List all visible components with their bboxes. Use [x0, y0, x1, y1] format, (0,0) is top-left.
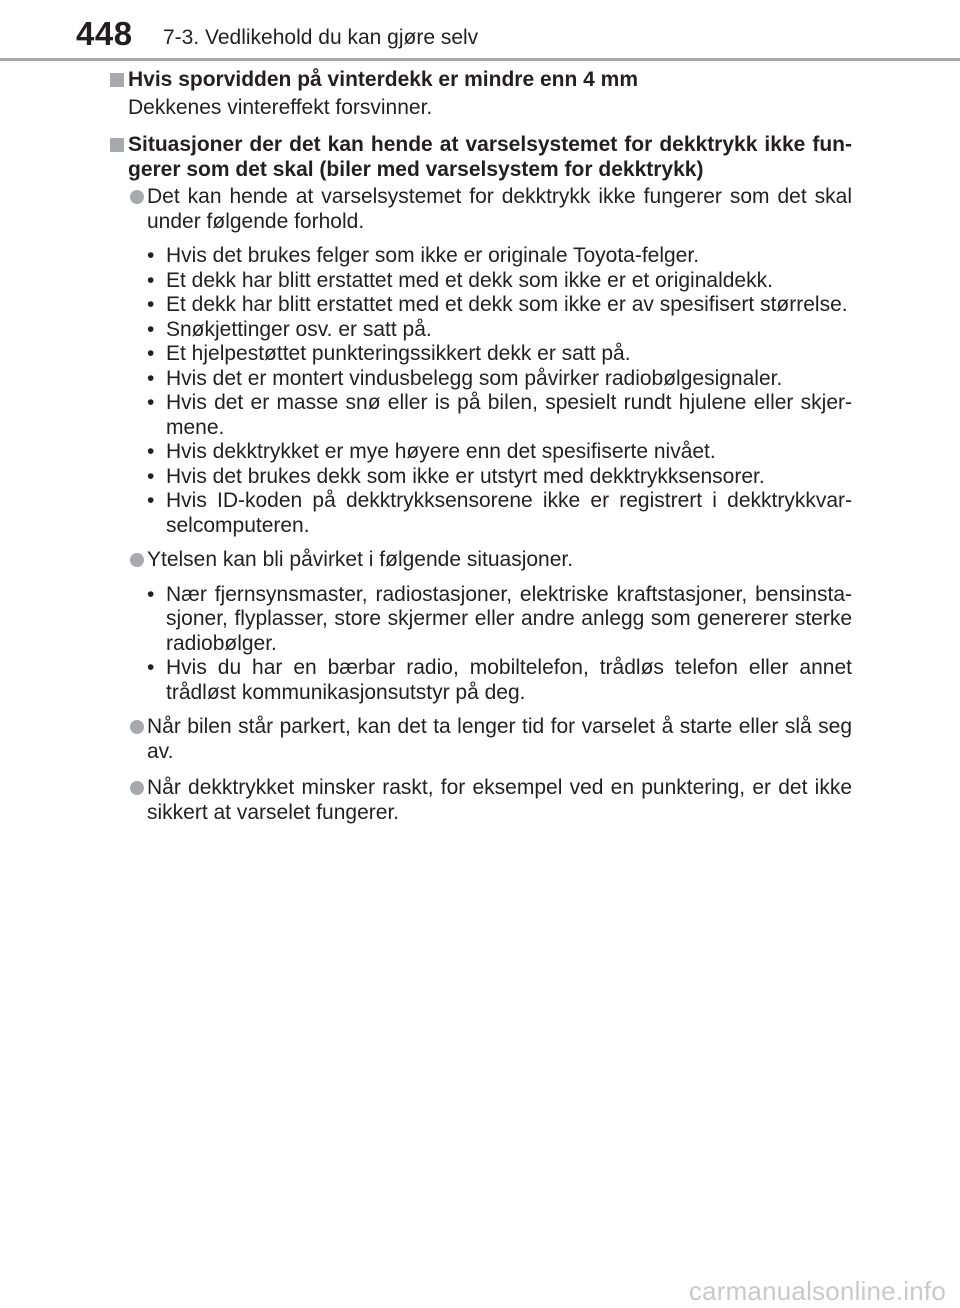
round-bullet-icon [130, 781, 144, 795]
bullet-item: • Hvis dekktrykket er mye høyere enn det spesifiserte nivået. [147, 440, 716, 463]
header-rule [0, 58, 960, 61]
bullet-item: • Et hjelpestøttet punkteringssikkert dekk er satt på. [147, 342, 631, 365]
bullet-item: • Hvis ID-koden på dekktrykksensorene ikke er registrert i dekktrykkvar-selcomputeren. [147, 489, 852, 537]
round-bullet-icon [130, 190, 144, 204]
bullet-list [147, 244, 852, 538]
section-winter-tread [108, 68, 852, 120]
bullet-item: • Hvis du har en bærbar radio, mobiltelefon, trådløs telefon eller annet trådløst kommunikasjonsutstyr på deg. [147, 656, 852, 704]
bullet-item: • Hvis det er masse snø eller is på bilen, spesielt rundt hjulene eller skjer-mene. [147, 391, 852, 439]
round-bullet-icon [130, 720, 144, 734]
bullet-list [147, 583, 852, 706]
square-bullet-icon [110, 73, 124, 87]
section-heading: Hvis sporvidden på vinterdekk er mindre enn 4 mm [108, 68, 852, 93]
list-item: Når dekktrykket minsker raskt, for eksempel ved en punktering, er det ikke sikkert at varselet fungerer. [108, 776, 852, 825]
section-tpws-limitations [108, 133, 852, 825]
section-body: Dekkenes vintereffekt forsvinner. [128, 95, 433, 119]
list-item: Ytelsen kan bli påvirket i følgende situasjoner. [108, 548, 852, 573]
bullet-item: • Nær fjernsynsmaster, radiostasjoner, elektriske kraftstasjoner, bensinsta-sjoner, flyplasser, store skjermer eller andre anlegg som genererer sterke radiobølger. [147, 582, 852, 655]
list-item: Når bilen står parkert, kan det ta lenger tid for varselet å starte eller slå seg av. [108, 715, 852, 764]
bullet-item: • Hvis det brukes felger som ikke er originale Toyota-felger. [147, 244, 700, 267]
section-heading: Situasjoner der det kan hende at varselsystemet for dekktrykk ikke fun-gerer som det skal (biler med varselsystem for dekktrykk) [108, 133, 852, 182]
watermark: carmanualsonline.info [688, 1276, 946, 1306]
bullet-item: • Hvis det brukes dekk som ikke er utstyrt med dekktrykksensorer. [147, 464, 765, 488]
bullet-item: • Et dekk har blitt erstattet med et dekk som ikke er et originaldekk. [147, 268, 773, 292]
bullet-item: • Hvis det er montert vindusbelegg som påvirker radiobølgesignaler. [147, 366, 783, 390]
square-bullet-icon [110, 138, 124, 152]
page-content [108, 68, 852, 825]
page-number: 448 [76, 15, 133, 52]
bullet-item: • Et dekk har blitt erstattet med et dekk som ikke er av spesifisert størrelse. [147, 293, 848, 316]
section-title: 7-3. Vedlikehold du kan gjøre selv [163, 26, 479, 49]
round-bullet-icon [130, 553, 144, 567]
list-item: Det kan hende at varselsystemet for dekktrykk ikke fungerer som det skal under følgende forhold. [108, 185, 852, 234]
page-header [0, 0, 960, 60]
bullet-item: • Snøkjettinger osv. er satt på. [147, 317, 432, 341]
